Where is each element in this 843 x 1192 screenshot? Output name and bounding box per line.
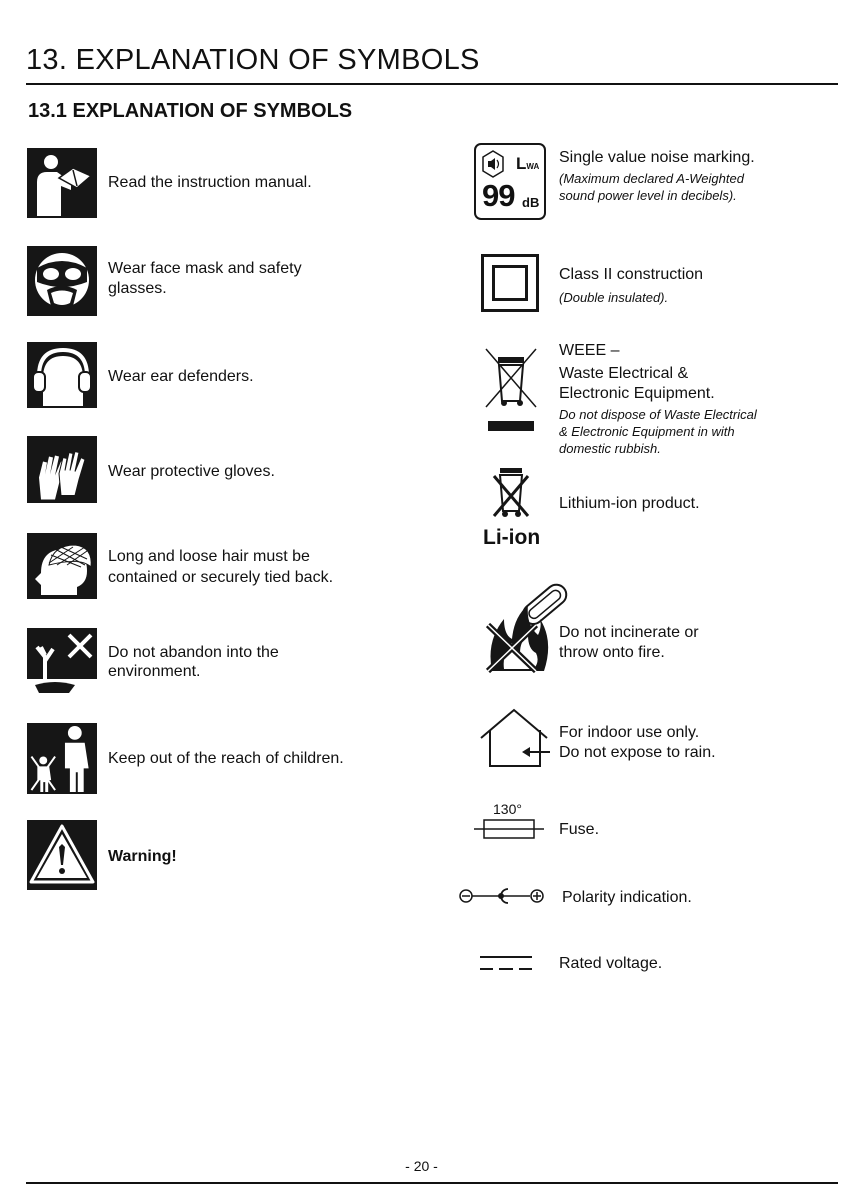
weee-note-3: domestic rubbish. xyxy=(559,441,661,456)
indoor-use-icon xyxy=(478,708,550,770)
environment-text-1: Do not abandon into the xyxy=(108,644,279,661)
fire-text-1: Do not incinerate or xyxy=(559,624,699,641)
no-abandon-environment-icon xyxy=(27,628,97,696)
li-ion-bin-icon xyxy=(490,466,532,522)
class-ii-icon xyxy=(481,254,539,312)
weee-title-1: WEEE – xyxy=(559,342,620,359)
title-divider xyxy=(26,83,838,85)
footer-divider xyxy=(26,1182,838,1184)
dc-voltage-icon xyxy=(480,954,532,972)
noise-note-1: (Maximum declared A-Weighted xyxy=(559,171,744,186)
hair-text-1: Long and loose hair must be xyxy=(108,548,310,565)
face-mask-text-2: glasses. xyxy=(108,280,167,297)
weee-bin-icon xyxy=(484,345,538,435)
lwa-label: LWA xyxy=(516,154,540,173)
weee-title-2: Waste Electrical & xyxy=(559,365,689,382)
noise-note-2: sound power level in decibels). xyxy=(559,188,737,203)
fuse-icon xyxy=(474,818,544,840)
section-title: 13.1 EXPLANATION OF SYMBOLS xyxy=(28,100,353,122)
page-title: 13. EXPLANATION OF SYMBOLS xyxy=(26,44,480,76)
keep-away-children-icon xyxy=(27,723,97,794)
polarity-text: Polarity indication. xyxy=(562,889,692,906)
noise-unit: dB xyxy=(522,195,540,210)
fuse-temp: 130° xyxy=(493,801,522,817)
class-ii-note: (Double insulated). xyxy=(559,290,669,305)
ear-defenders-icon xyxy=(27,342,97,408)
weee-note-1: Do not dispose of Waste Electrical xyxy=(559,407,757,422)
warning-text: Warning! xyxy=(108,848,177,865)
fire-text-2: throw onto fire. xyxy=(559,644,665,661)
hair-text-2: contained or securely tied back. xyxy=(108,569,334,586)
polarity-icon xyxy=(458,886,546,906)
indoor-text-2: Do not expose to rain. xyxy=(559,744,716,761)
warning-triangle-icon xyxy=(27,820,97,890)
noise-title: Single value noise marking. xyxy=(559,149,755,166)
hair-net-icon xyxy=(27,533,97,599)
children-text: Keep out of the reach of children. xyxy=(108,750,344,767)
class-ii-title: Class II construction xyxy=(559,266,704,283)
protective-gloves-icon xyxy=(27,436,97,503)
fuse-text: Fuse. xyxy=(559,821,600,838)
face-mask-text-1: Wear face mask and safety xyxy=(108,260,302,277)
weee-note-2: & Electronic Equipment in with xyxy=(559,424,735,439)
li-ion-title: Lithium-ion product. xyxy=(559,495,700,512)
voltage-text: Rated voltage. xyxy=(559,955,663,972)
read-manual-icon xyxy=(27,148,97,218)
weee-title-3: Electronic Equipment. xyxy=(559,385,715,402)
gloves-text: Wear protective gloves. xyxy=(108,463,275,480)
page-number: - 20 - xyxy=(405,1158,438,1174)
environment-text-2: environment. xyxy=(108,663,201,680)
noise-value: 99 xyxy=(482,178,515,213)
ear-defenders-text: Wear ear defenders. xyxy=(108,368,254,385)
indoor-text-1: For indoor use only. xyxy=(559,724,700,741)
read-manual-text: Read the instruction manual. xyxy=(108,174,312,191)
noise-marking-icon xyxy=(474,143,546,220)
face-mask-glasses-icon xyxy=(27,246,97,316)
li-ion-label: Li-ion xyxy=(483,526,541,549)
